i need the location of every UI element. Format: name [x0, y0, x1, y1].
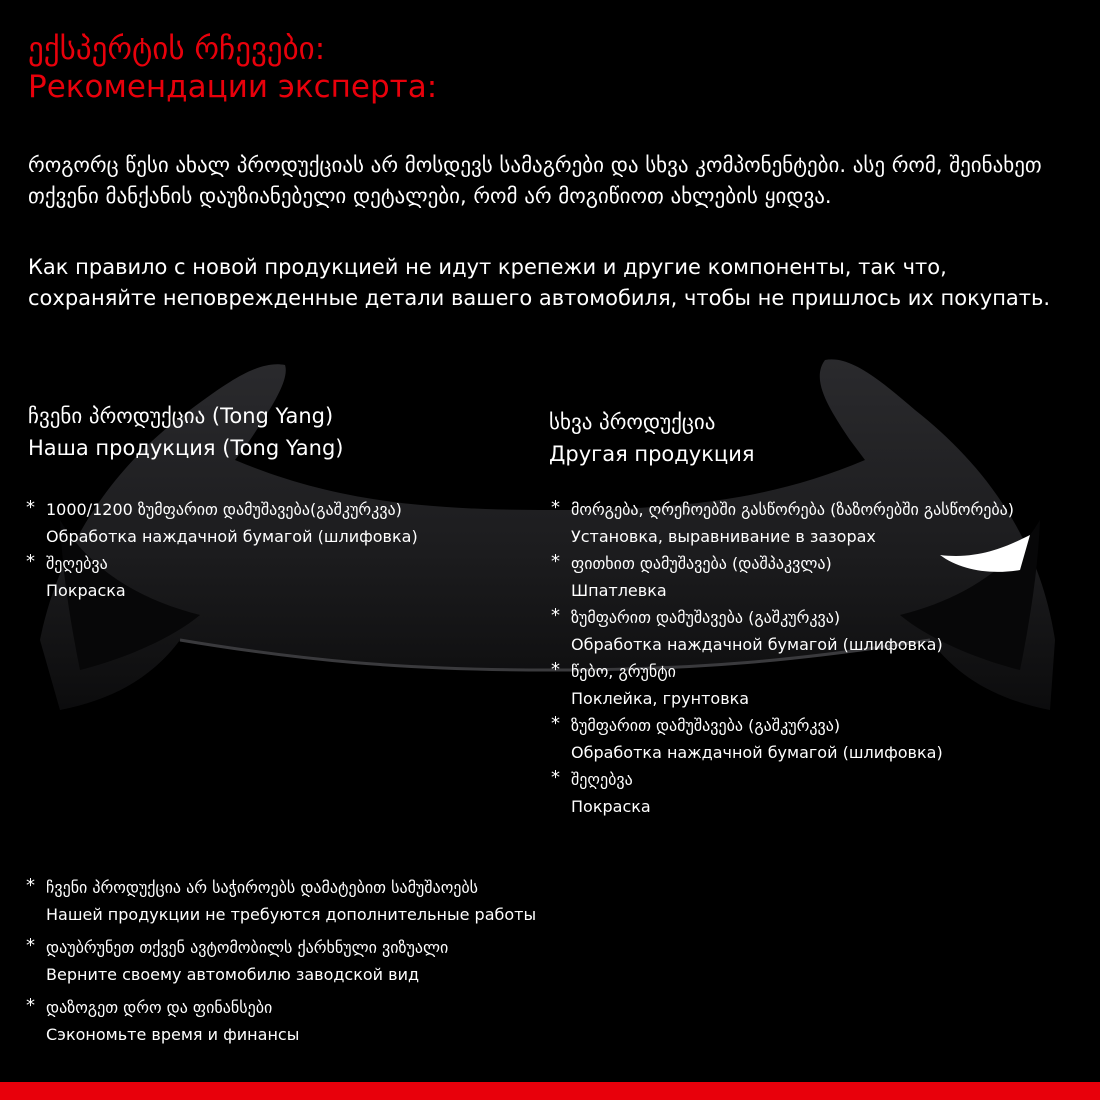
- step-ru: Покраска: [571, 797, 651, 816]
- other-product-steps: [551, 497, 1100, 821]
- step-ka: ფითხით დამუშავება (დაშპაკვლა): [571, 554, 832, 573]
- title-georgian: ექსპერტის რჩევები:: [28, 31, 326, 67]
- step-ru: Шпатлевка: [571, 581, 667, 600]
- step-ru: Обработка наждачной бумагой (шлифовка): [571, 635, 943, 654]
- list-item: [26, 875, 926, 929]
- our-product-heading-ka: ჩვენი პროდუქცია (Tong Yang): [28, 404, 334, 428]
- step-ka: ზუმფარით დამუშავება (გაშკურკვა): [571, 608, 841, 627]
- list-item: [551, 767, 1100, 821]
- list-item: [551, 551, 1100, 605]
- step-ru: Покраска: [46, 581, 126, 600]
- list-item: [26, 995, 926, 1049]
- step-ka: ზუმფარით დამუშავება (გაშკურკვა): [571, 716, 841, 735]
- title-russian: Рекомендации эксперта:: [28, 69, 438, 105]
- other-product-heading-ru: Другая продукция: [549, 442, 755, 466]
- list-item: [26, 935, 926, 989]
- step-ka: მორგება, ღრეჩოებში გასწორება (ზაზორებში გასწორება): [571, 500, 1014, 519]
- list-item: [26, 497, 526, 551]
- step-ru: Обработка наждачной бумагой (шлифовка): [571, 743, 943, 762]
- footer-accent-bar: [0, 1082, 1100, 1100]
- benefit-ka: ჩვენი პროდუქცია არ საჭიროებს დამატებით სამუშაოებს: [46, 878, 479, 897]
- bullet-star: *: [551, 497, 560, 518]
- bullet-star: *: [26, 875, 35, 896]
- benefits-list: [26, 875, 926, 1055]
- intro-russian: Как правило с новой продукцией не идут крепежи и другие компоненты, так что, сохраняйте неповрежденные детали вашего автомобиля, чтобы не пришлось их покупать.: [28, 255, 1051, 310]
- our-product-heading: [28, 400, 343, 464]
- step-ka: 1000/1200 ზუმფარით დამუშავება(გაშკურკვა): [46, 500, 402, 519]
- other-product-heading-ka: სხვა პროდუქცია: [549, 410, 716, 434]
- bullet-star: *: [26, 497, 35, 518]
- bullet-star: *: [551, 767, 560, 788]
- benefit-ka: დაუბრუნეთ თქვენ ავტომობილს ქარხნული ვიზუალი: [46, 938, 449, 957]
- step-ru: Установка, выравнивание в зазорах: [571, 527, 876, 546]
- step-ka: წებო, გრუნტი: [571, 662, 676, 681]
- step-ru: Обработка наждачной бумагой (шлифовка): [46, 527, 418, 546]
- bullet-star: *: [26, 995, 35, 1016]
- list-item: [26, 551, 526, 605]
- bullet-star: *: [551, 605, 560, 626]
- bullet-star: *: [551, 551, 560, 572]
- step-ka: შეღებვა: [46, 554, 108, 573]
- list-item: [551, 659, 1100, 713]
- bullet-star: *: [551, 713, 560, 734]
- list-item: [551, 713, 1100, 767]
- other-product-heading: [549, 406, 755, 470]
- step-ka: შეღებვა: [571, 770, 633, 789]
- bullet-star: *: [26, 935, 35, 956]
- intro-georgian: როგორც წესი ახალ პროდუქციას არ მოსდევს სამაგრები და სხვა კომპონენტები. ასე რომ, შეინახეთ თქვენი მანქანის დაუზიანებელი დეტალები, რომ არ მოგიწიოთ ახლების ყიდვა.: [28, 153, 1042, 208]
- benefit-ru: Верните своему автомобилю заводской вид: [46, 965, 420, 984]
- our-product-steps: [26, 497, 526, 605]
- bullet-star: *: [26, 551, 35, 572]
- step-ru: Поклейка, грунтовка: [571, 689, 750, 708]
- our-product-heading-ru: Наша продукция (Tong Yang): [28, 436, 344, 460]
- list-item: [551, 605, 1100, 659]
- benefit-ru: Сэкономьте время и финансы: [46, 1025, 300, 1044]
- benefit-ru: Нашей продукции не требуются дополнительные работы: [46, 905, 537, 924]
- list-item: [551, 497, 1100, 551]
- bullet-star: *: [551, 659, 560, 680]
- benefit-ka: დაზოგეთ დრო და ფინანსები: [46, 998, 273, 1017]
